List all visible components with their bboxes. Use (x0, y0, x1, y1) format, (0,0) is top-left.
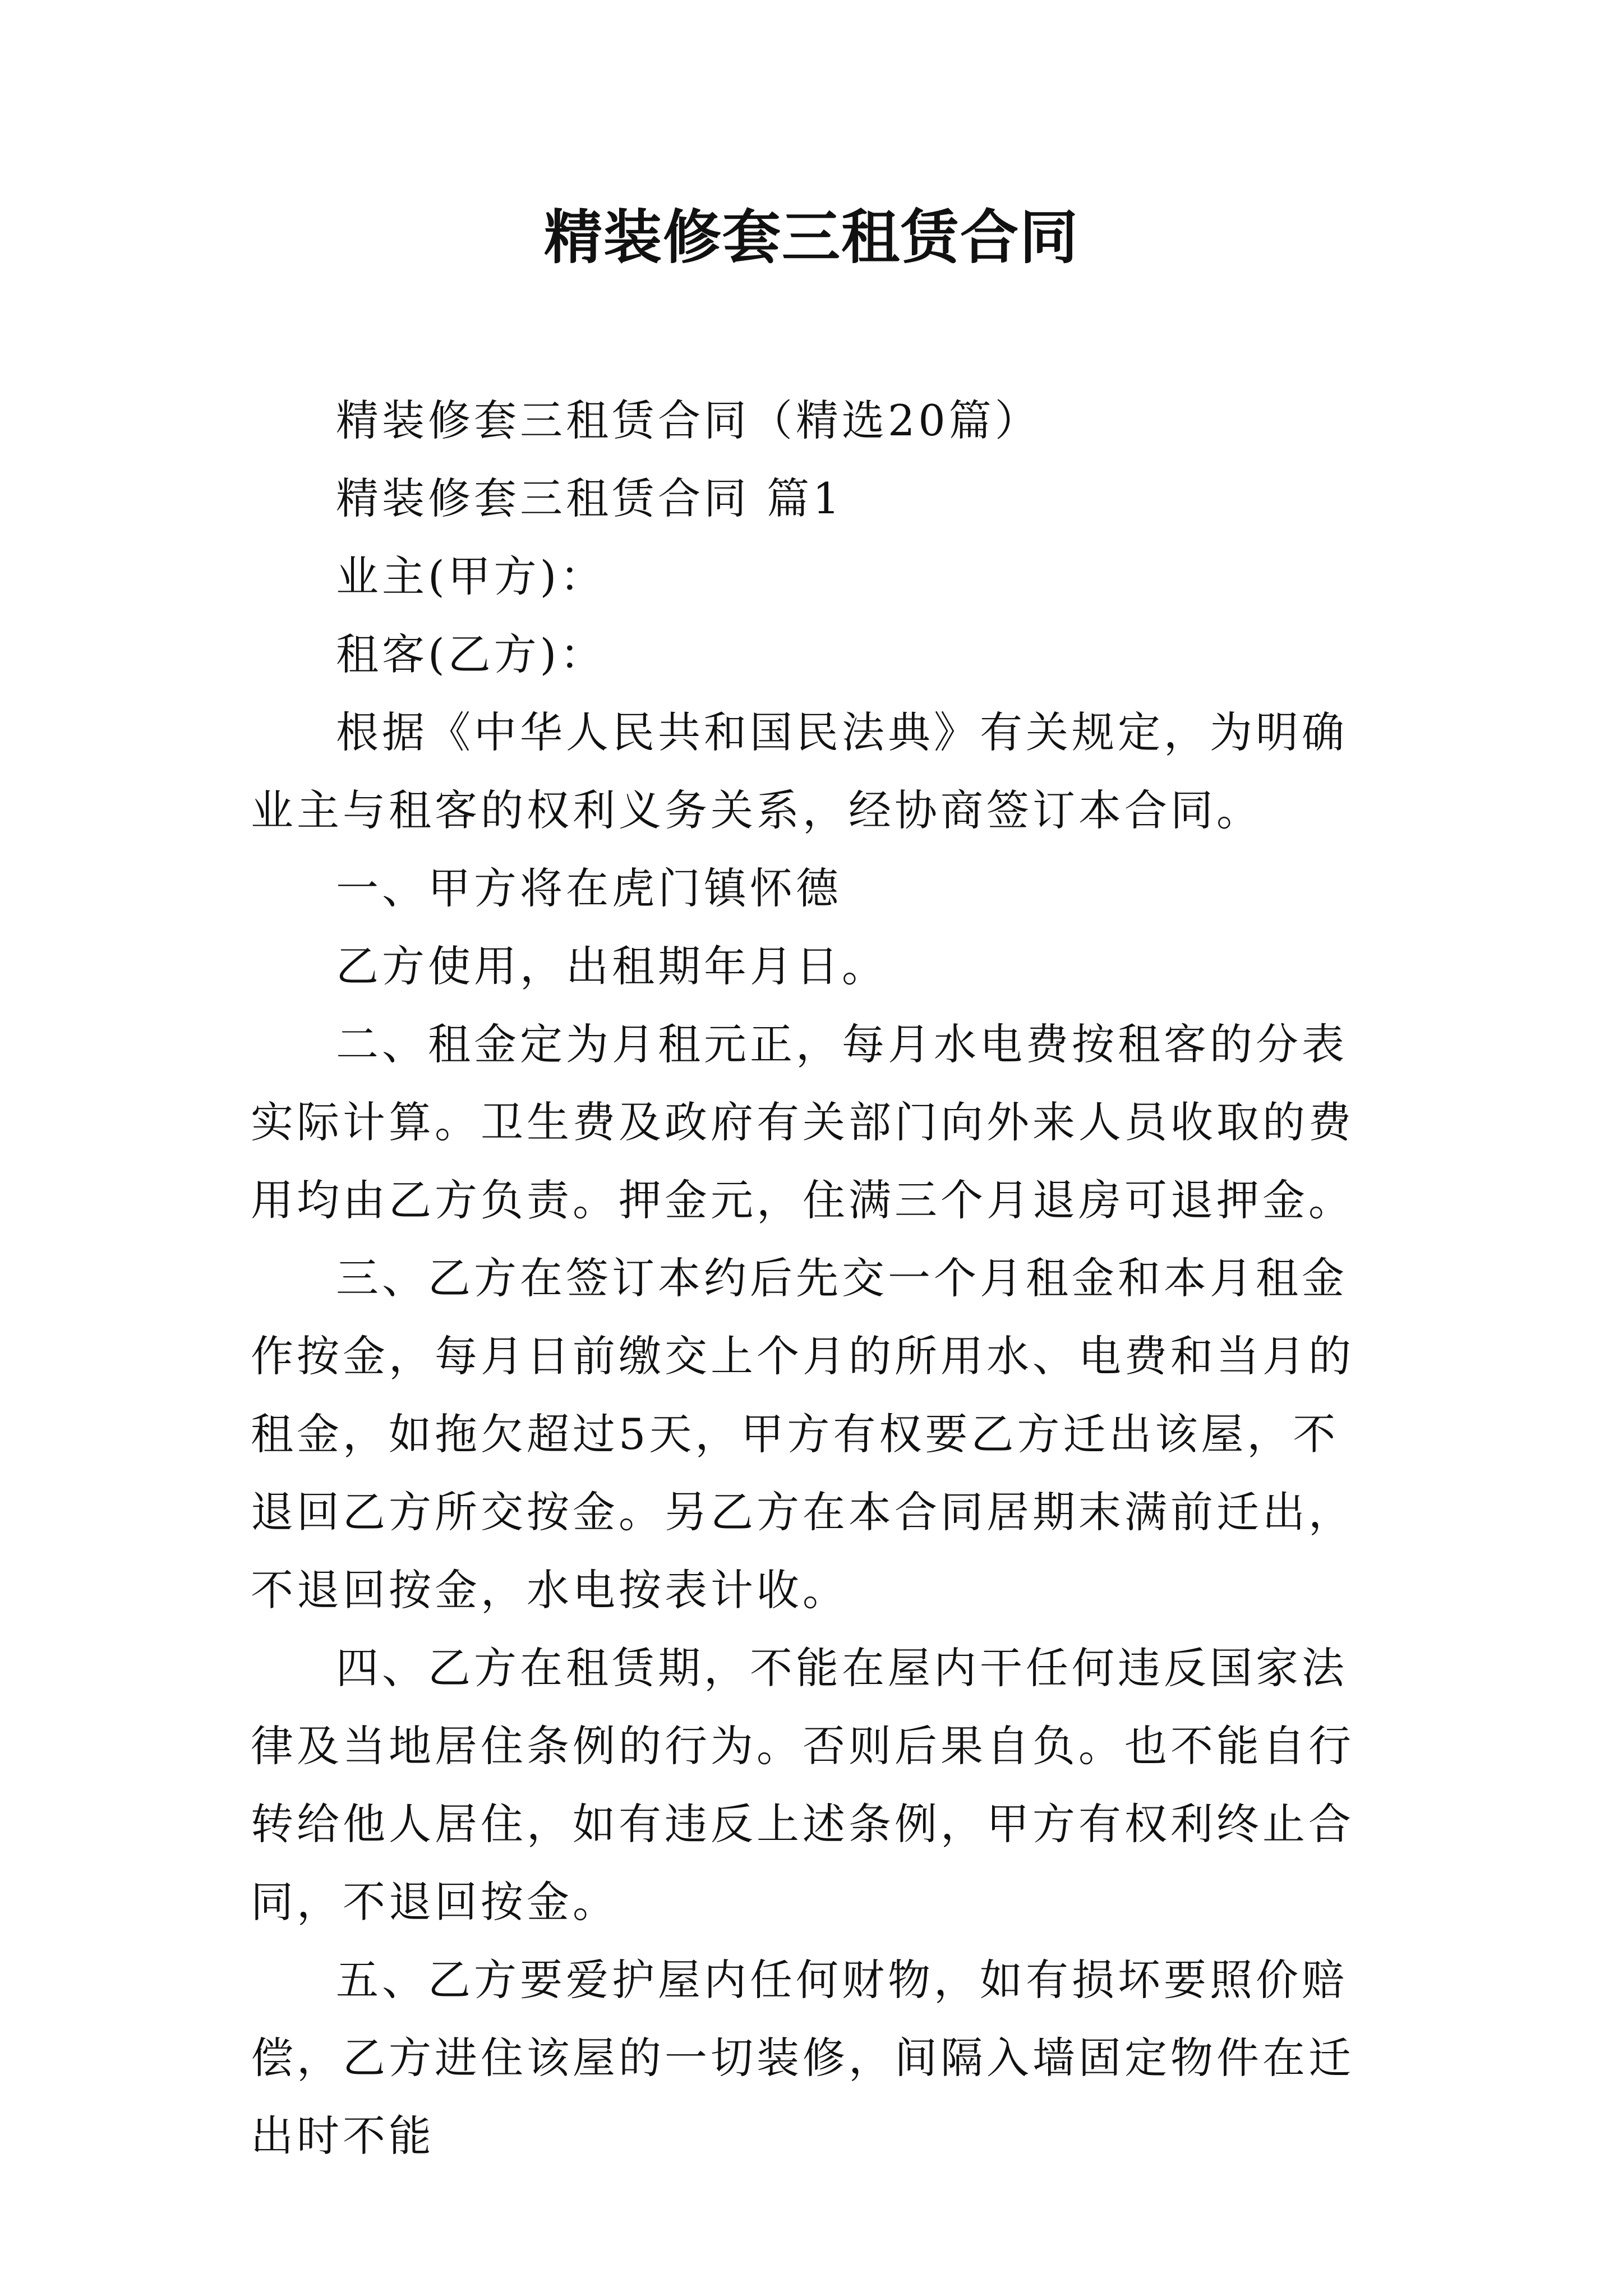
paragraph-clause-2: 二、租金定为月租元正，每月水电费按租客的分表实际计算。卫生费及政府有关部门向外来人员收取的费用均由乙方负责。押金元，住满三个月退房可退押金。 (251, 1019, 1354, 1225)
paragraph-party-b: 租客(乙方)： (336, 629, 606, 679)
paragraph-clause-1: 一、甲方将在虎门镇怀德 (336, 863, 842, 913)
paragraph-clause-3: 三、乙方在签订本约后先交一个月租金和本月租金作按金，每月日前缴交上个月的所用水、电费和当月的租金，如拖欠超过5天，甲方有权要乙方迁出该屋，不退回乙方所交按金。另乙方在本合同居期末满前迁出，不退回按金，水电按表计收。 (251, 1253, 1354, 1615)
paragraph-subtitle: 精装修套三租赁合同（精选20篇） (336, 395, 1041, 445)
paragraph-section-heading: 精装修套三租赁合同 篇1 (336, 473, 843, 523)
paragraph-clause-4: 四、乙方在租赁期，不能在屋内干任何违反国家法律及当地居住条例的行为。否则后果自负。也不能自行转给他人居住，如有违反上述条例，甲方有权利终止合同，不退回按金。 (251, 1643, 1354, 1927)
paragraph-preamble: 根据《中华人民共和国民法典》有关规定，为明确业主与租客的权利义务关系，经协商签订本合同。 (251, 707, 1348, 835)
paragraph-party-a: 业主(甲方)： (336, 551, 606, 601)
paragraph-clause-5: 五、乙方要爱护屋内任何财物，如有损坏要照价赔偿，乙方进住该屋的一切装修，间隔入墙固定物件在迁出时不能 (251, 1955, 1354, 2161)
document-title: 精装修套三租赁合同 (543, 203, 1079, 272)
document-body (251, 381, 1378, 2175)
paragraph-clause-1-continued: 乙方使用，出租期年月日。 (336, 941, 888, 991)
